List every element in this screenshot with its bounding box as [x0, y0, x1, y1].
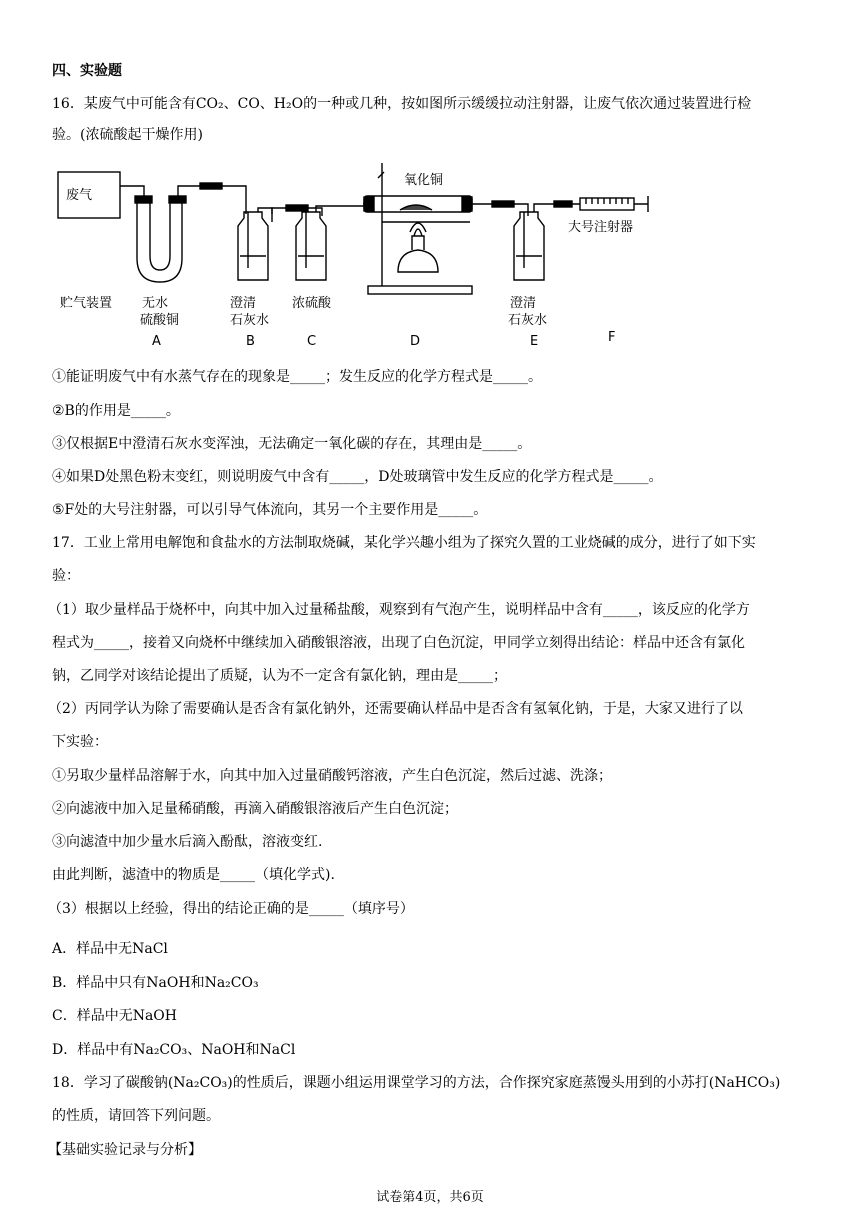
c-label: 浓硫酸 — [292, 296, 332, 311]
q18-section-heading: 【基础实验记录与分析】 — [48, 1142, 202, 1158]
bottle-c — [296, 212, 326, 280]
a-label-1: 无水 — [142, 296, 169, 311]
q17-option-c: C．样品中无NaOH — [52, 1008, 177, 1024]
q18-stem-line2: 的性质，请回答下列问题。 — [52, 1108, 220, 1124]
letter-c: C — [307, 334, 317, 349]
syringe-label: 大号注射器 — [568, 220, 634, 235]
e-label-1: 澄清 — [510, 296, 537, 311]
q17-stem-line2: 验： — [52, 568, 80, 584]
q17-step-3: ③向滤渣中加少量水后滴入酚酞，溶液变红. — [52, 834, 323, 850]
bottle-b — [238, 212, 268, 280]
storage-label: 贮气装置 — [60, 296, 113, 311]
syringe-barrel — [580, 198, 634, 210]
q17-option-a: A．样品中无NaCl — [52, 941, 168, 957]
q17-part2-line2: 下实验： — [52, 734, 108, 750]
bottle-e — [514, 212, 544, 280]
q16-item-4: ④如果D处黑色粉末变红，则说明废气中含有_____，D处玻璃管中发生反应的化学方程式是_____。 — [52, 469, 663, 485]
letter-d: D — [410, 334, 421, 349]
q17-part1-line2: 程式为_____，接着又向烧杯中继续加入硝酸银溶液，出现了白色沉淀，甲同学立刻得出结论：样品中还含有氯化 — [52, 635, 745, 651]
section-title: 四、实验题 — [52, 63, 122, 79]
alcohol-lamp — [398, 250, 438, 272]
letter-f: F — [608, 330, 616, 345]
q17-option-d: D．样品中有Na₂CO₃、NaOH和NaCl — [52, 1042, 296, 1058]
page-footer: 试卷第4页，共6页 — [376, 1190, 484, 1205]
stand-base — [368, 286, 472, 294]
q17-part2-line1: （2）丙同学认为除了需要确认是否含有氯化钠外，还需要确认样品中是否含有氢氧化钠，于是，大家又进行了以 — [48, 701, 743, 717]
letter-a: A — [152, 334, 161, 349]
q17-step-2: ②向滤液中加入足量稀硝酸，再滴入硝酸银溶液后产生白色沉淀； — [52, 801, 458, 817]
letter-b: B — [246, 334, 255, 349]
q16-stem-line1: 16．某废气中可能含有CO₂、CO、H₂O的一种或几种，按如图所示缓缓拉动注射器，让废气依次通过装置进行检 — [52, 96, 752, 112]
q16-item-2: ②B的作用是_____。 — [52, 403, 180, 419]
gas-box-label: 废气 — [66, 188, 93, 203]
b-label-2: 石灰水 — [230, 313, 270, 328]
q16-stem-line2: 验。(浓硫酸起干燥作用) — [52, 127, 203, 143]
copper-oxide-label: 氧化铜 — [404, 173, 444, 188]
letter-e: E — [530, 334, 539, 349]
q16-item-5: ⑤F处的大号注射器，可以引导气体流向，其另一个主要作用是_____。 — [52, 502, 488, 518]
q17-part1-line3: 钠，乙同学对该结论提出了质疑，认为不一定含有氯化钠，理由是_____； — [52, 668, 507, 684]
q18-stem-line1: 18．学习了碳酸钠(Na₂CO₃)的性质后，课题小组运用课堂学习的方法，合作探究家庭蒸馒头用到的小苏打(NaHCO₃) — [52, 1075, 781, 1091]
q17-part3: （3）根据以上经验，得出的结论正确的是_____（填序号） — [48, 901, 414, 917]
e-label-2: 石灰水 — [508, 313, 548, 328]
q16-item-3: ③仅根据E中澄清石灰水变浑浊，无法确定一氧化碳的存在，其理由是_____。 — [52, 436, 532, 452]
q17-part1-line1: （1）取少量样品于烧杯中，向其中加入过量稀盐酸，观察到有气泡产生，说明样品中含有_____，该反应的化学方 — [48, 602, 750, 618]
q17-step-1: ①另取少量样品溶解于水，向其中加入过量硝酸钙溶液，产生白色沉淀，然后过滤、洗涤； — [52, 768, 612, 784]
q17-conclusion: 由此判断，滤渣中的物质是_____（填化学式). — [52, 867, 335, 883]
a-label-2: 硫酸铜 — [140, 313, 180, 328]
q16-item-1: ①能证明废气中有水蒸气存在的现象是_____；发生反应的化学方程式是_____。 — [52, 369, 542, 385]
q17-option-b: B．样品中只有NaOH和Na₂CO₃ — [52, 975, 259, 991]
q17-stem-line1: 17．工业上常用电解饱和食盐水的方法制取烧碱，某化学兴趣小组为了探究久置的工业烧碱的成分，进行了如下实 — [52, 535, 756, 551]
b-label-1: 澄清 — [230, 296, 257, 311]
